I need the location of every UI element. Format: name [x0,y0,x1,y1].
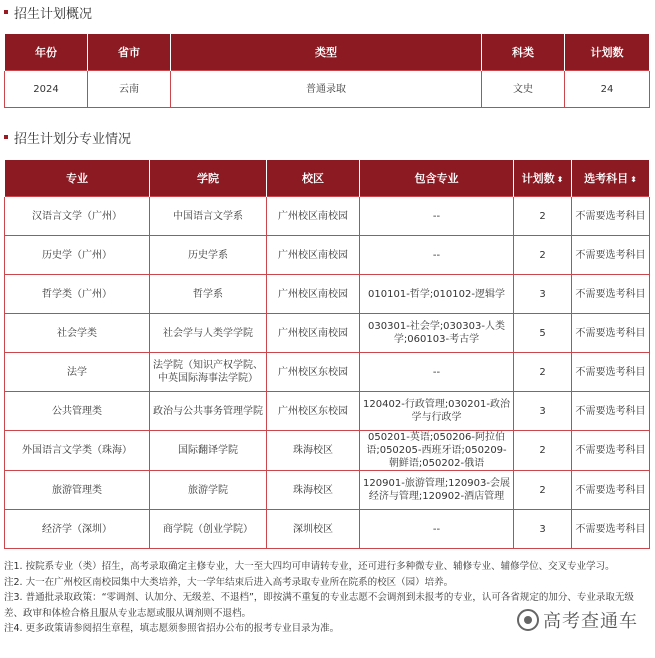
cell-subject: 文史 [482,71,565,108]
cell-included-majors: -- [360,197,514,236]
sort-icon[interactable]: ⬍ [556,175,564,184]
cell-campus: 广州校区东校园 [267,353,360,392]
header-plan-count: 计划数 [565,34,650,71]
cell-campus: 广州校区南校园 [267,314,360,353]
cell-included-majors: 030301-社会学;030303-人类学;060103-考古学 [360,314,514,353]
table-row [5,314,650,353]
section-title-majors [4,129,131,145]
cell-included-majors: 010101-哲学;010102-逻辑学 [360,275,514,314]
cell-included-majors: -- [360,353,514,392]
cell-included-majors: 050201-英语;050206-阿拉伯语;050205-西班牙语;050209-朝鲜语;050202-俄语 [360,431,514,471]
cell-plan-count: 3 [514,275,572,314]
header-included-majors: 包含专业 [360,160,514,197]
cell-plan-count: 3 [514,510,572,549]
header-major: 专业 [5,160,150,197]
header-elective-sortable[interactable] [572,160,650,197]
cell-college: 历史学系 [150,236,267,275]
cell-college: 国际翻译学院 [150,431,267,471]
cell-college: 社会学与人类学学院 [150,314,267,353]
note-1: 注1. 按院系专业（类）招生，高考录取确定主修专业，大一至大四均可申请转专业，还可进行多种微专业、辅修专业、辅修学位、交叉专业学习。 [4,561,615,572]
cell-campus: 广州校区南校园 [267,236,360,275]
section-title-text: 招生计划概况 [14,6,93,22]
table-row [5,431,650,471]
cell-college: 商学院（创业学院） [150,510,267,549]
header-type: 类型 [171,34,482,71]
cell-elective: 不需要选考科目 [572,510,650,549]
section-title-overview [4,4,92,20]
cell-included-majors: 120402-行政管理;030201-政治学与行政学 [360,392,514,431]
cell-province: 云南 [88,71,171,108]
cell-plan-count: 3 [514,392,572,431]
cell-campus: 深圳校区 [267,510,360,549]
cell-elective: 不需要选考科目 [572,236,650,275]
table-row [5,353,650,392]
table-row [5,510,650,549]
table-row [5,236,650,275]
table-row [5,275,650,314]
cell-plan-count: 5 [514,314,572,353]
watermark-text: 高考查通车 [543,611,638,632]
cell-included-majors: -- [360,236,514,275]
cell-elective: 不需要选考科目 [572,392,650,431]
header-subject: 科类 [482,34,565,71]
cell-campus: 珠海校区 [267,471,360,510]
header-year: 年份 [5,34,88,71]
cell-college: 旅游学院 [150,471,267,510]
cell-plan-count: 2 [514,471,572,510]
cell-campus: 珠海校区 [267,431,360,471]
bullet-icon [4,10,8,14]
cell-major: 哲学类（广州） [5,275,150,314]
cell-major: 外国语言文学类（珠海） [5,431,150,471]
table-row [5,71,650,108]
cell-major: 汉语言文学（广州） [5,197,150,236]
cell-major: 法学 [5,353,150,392]
cell-year: 2024 [5,71,88,108]
cell-major: 历史学（广州） [5,236,150,275]
cell-plan-count: 2 [514,236,572,275]
cell-included-majors: 120901-旅游管理;120903-会展经济与管理;120902-酒店管理 [360,471,514,510]
cell-major: 公共管理类 [5,392,150,431]
cell-plan-count: 2 [514,197,572,236]
cell-type: 普通录取 [171,71,482,108]
cell-plan-count: 24 [565,71,650,108]
note-2: 注2. 大一在广州校区南校园集中大类培养，大一学年结束后进入高考录取专业所在院系的校区（园）培养。 [4,576,454,588]
sort-icon[interactable]: ⬍ [630,175,637,184]
header-college: 学院 [150,160,267,197]
overview-table [4,33,650,108]
cell-college: 政治与公共事务管理学院 [150,392,267,431]
cell-college: 法学院（知识产权学院、中英国际海事法学院） [150,353,267,392]
majors-table [4,159,650,549]
cell-elective: 不需要选考科目 [572,314,650,353]
cell-campus: 广州校区南校园 [267,197,360,236]
cell-major: 旅游管理类 [5,471,150,510]
cell-elective: 不需要选考科目 [572,197,650,236]
cell-campus: 广州校区东校园 [267,392,360,431]
cell-plan-count: 2 [514,431,572,471]
watermark-logo-icon [517,609,539,631]
section-title-text: 招生计划分专业情况 [14,131,132,147]
cell-major: 社会学类 [5,314,150,353]
header-label: 计划数 [521,172,555,185]
table-row [5,392,650,431]
header-label: 选考科目 [584,172,629,185]
cell-included-majors: -- [360,510,514,549]
note-4: 注4. 更多政策请参阅招生章程，填志愿须参照省招办公布的报考专业目录为准。 [4,623,340,634]
cell-plan-count: 2 [514,353,572,392]
table-row [5,197,650,236]
watermark [517,607,638,633]
cell-elective: 不需要选考科目 [572,471,650,510]
note-3: 注3. 普通批录取政策：“零调剂、认加分、无级差、不退档”，即按满不重复的专业志愿不会调剂到未报考的专业，认可各省规定的加分、专业录取无级差、政审和体检合格且服从专业志愿或服从调剂则不退档。 [4,592,634,619]
cell-college: 中国语言文学系 [150,197,267,236]
table-row [5,471,650,510]
cell-elective: 不需要选考科目 [572,275,650,314]
bullet-icon [4,135,8,139]
cell-elective: 不需要选考科目 [572,431,650,471]
cell-major: 经济学（深圳） [5,510,150,549]
header-province: 省市 [88,34,171,71]
header-plan-count-sortable[interactable] [514,160,572,197]
cell-campus: 广州校区南校园 [267,275,360,314]
cell-college: 哲学系 [150,275,267,314]
header-campus: 校区 [267,160,360,197]
cell-elective: 不需要选考科目 [572,353,650,392]
